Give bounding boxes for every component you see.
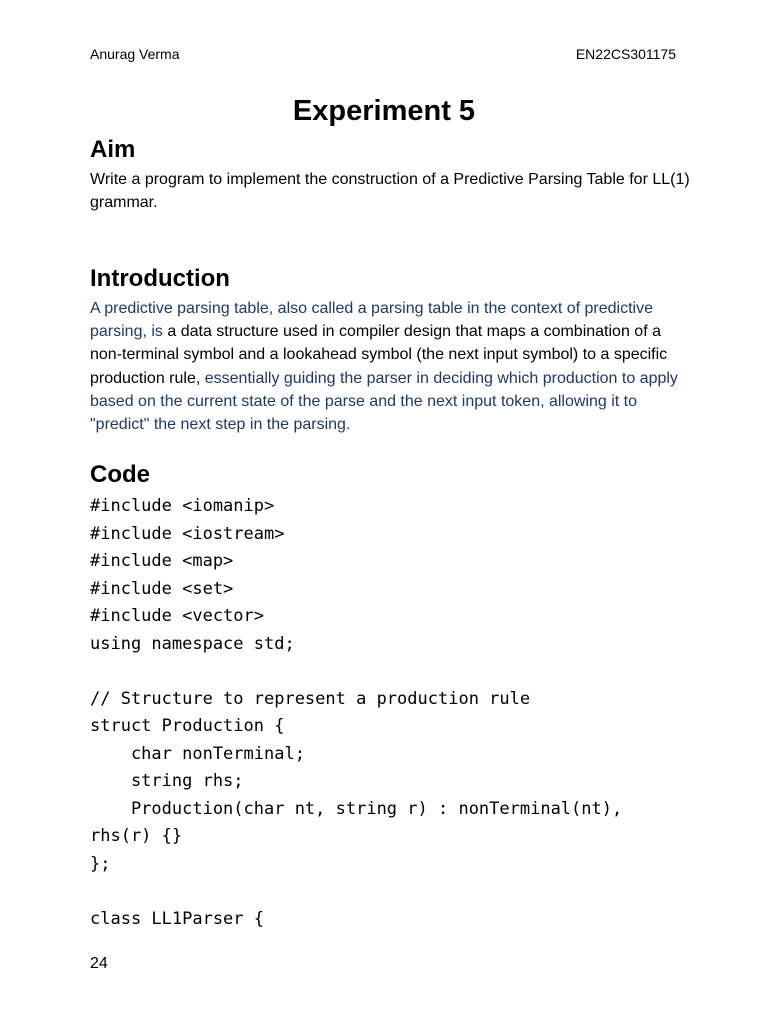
code-line	[90, 658, 622, 686]
code-line: rhs(r) {}	[90, 826, 183, 846]
introduction-text-plain: a data structure used in compiler design that maps a combination of a non-terminal symbol and a lookahead symbol (the next input symbol) to a specific production rule,	[90, 323, 668, 387]
code-line: struct Production {	[90, 716, 285, 736]
code-line: class LL1Parser {	[90, 908, 264, 929]
code-line: using namespace std;	[90, 633, 295, 654]
code-line: char nonTerminal;	[90, 743, 305, 764]
code-heading: Code	[90, 461, 150, 488]
code-line: #include <map>	[90, 551, 234, 571]
code-line: Production(char nt, string r) : nonTerminal(nt),	[90, 798, 623, 819]
introduction-heading: Introduction	[90, 265, 230, 292]
code-line: #include <set>	[90, 578, 234, 599]
aim-heading: Aim	[90, 136, 136, 163]
code-block	[90, 493, 622, 933]
code-line: #include <vector>	[90, 606, 264, 626]
introduction-text-highlight-1: A predictive parsing table, also called a parsing table in the context of predictive parsing, is	[90, 300, 653, 341]
code-line: };	[90, 853, 111, 874]
page-number: 24	[90, 955, 108, 972]
introduction-text-highlight-2: essentially guiding the parser in deciding which production to apply based on the current state of the parse and the next input token, allowing it to "predict" the next step in the parsing.	[90, 369, 678, 434]
code-line: // Structure to represent a production rule	[90, 688, 531, 709]
code-line	[90, 878, 622, 906]
enrollment-number: EN22CS301175	[575, 46, 676, 62]
code-line: #include <iostream>	[90, 523, 285, 544]
aim-text: Write a program to implement the construction of a Predictive Parsing Table for LL(1) grammar.	[90, 171, 690, 212]
page-title: Experiment 5	[292, 95, 476, 127]
author-name: Anurag Verma	[90, 46, 180, 62]
code-line: #include <iomanip>	[90, 496, 275, 516]
code-line: string rhs;	[90, 771, 244, 791]
introduction-text	[90, 297, 690, 436]
